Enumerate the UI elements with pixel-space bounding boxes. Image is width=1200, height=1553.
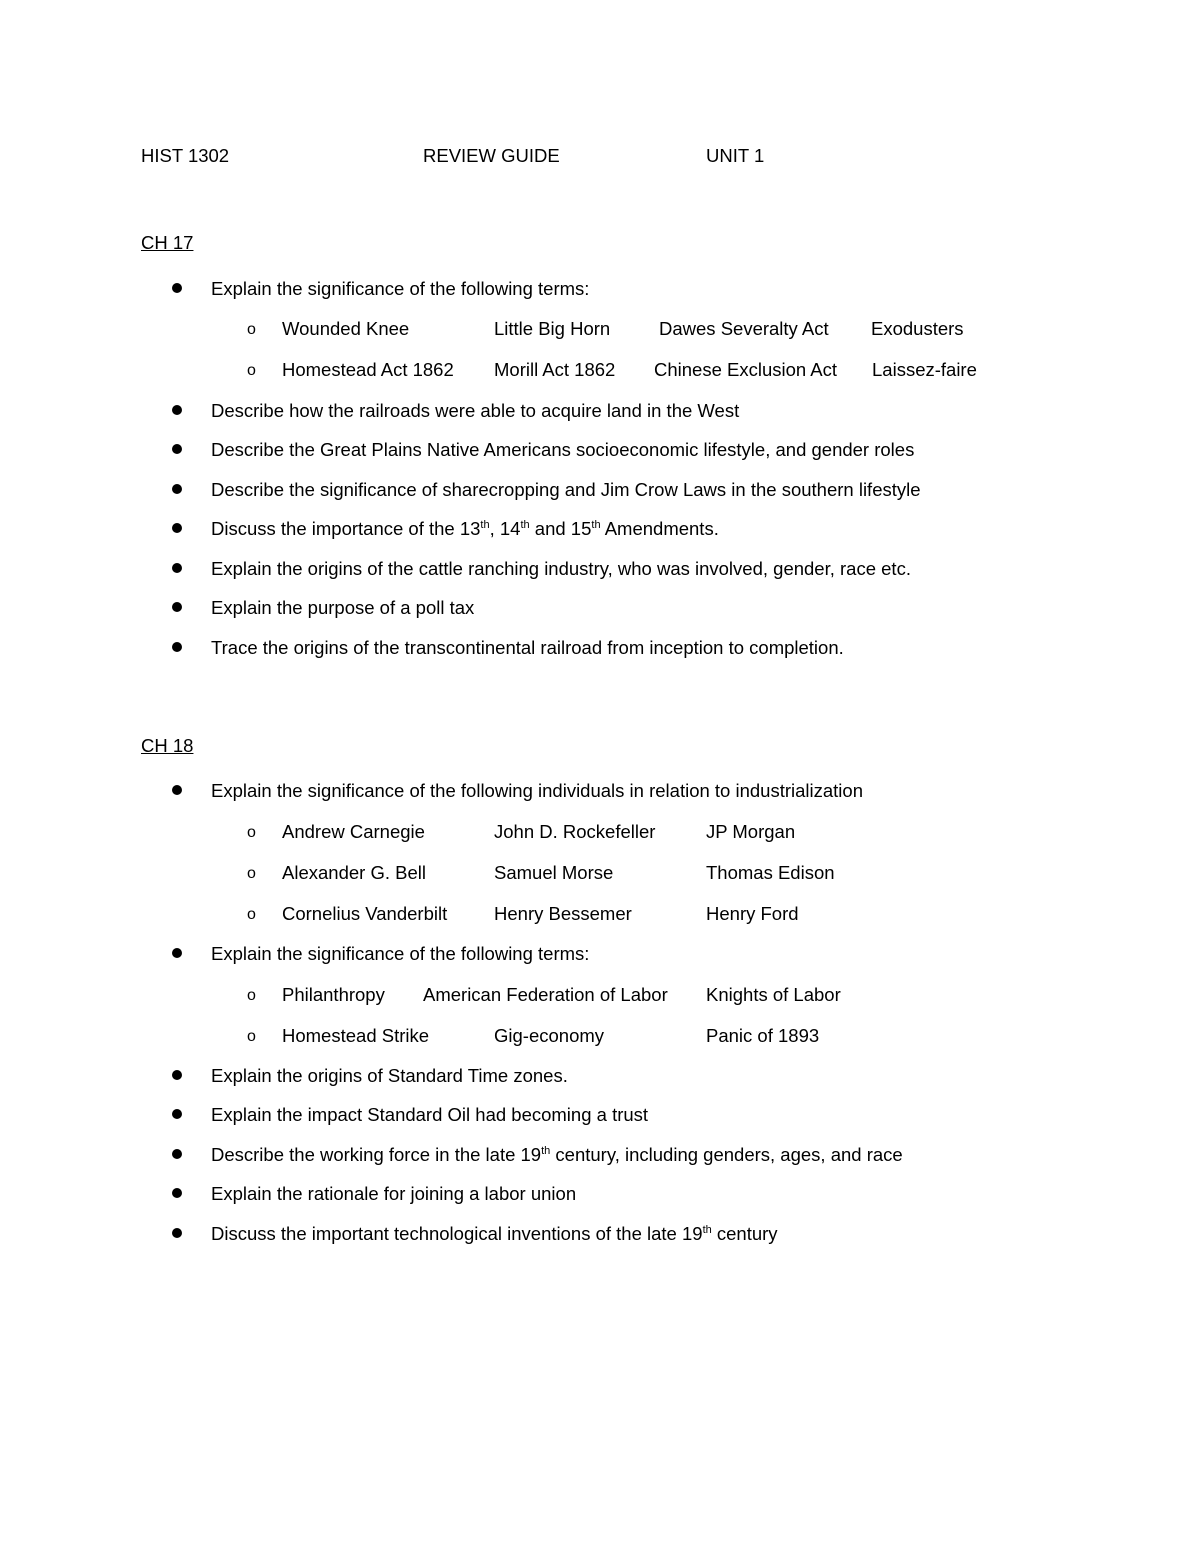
- term-homestead-act: Homestead Act 1862: [282, 359, 454, 380]
- bullet-icon: [172, 642, 182, 652]
- ch17-terms-intro: Explain the significance of the following terms:: [211, 278, 590, 299]
- term-little-big-horn: Little Big Horn: [494, 318, 611, 339]
- person-carnegie: Andrew Carnegie: [282, 821, 425, 842]
- term-morill-act: Morill Act 1862: [494, 359, 616, 380]
- person-vanderbilt: Cornelius Vanderbilt: [282, 903, 448, 924]
- term-panic-1893: Panic of 1893: [706, 1025, 820, 1046]
- bullet-icon: [172, 1228, 182, 1238]
- bullet-icon: [172, 1070, 182, 1080]
- term-homestead-strike: Homestead Strike: [282, 1025, 430, 1046]
- person-bell: Alexander G. Bell: [282, 862, 426, 883]
- q-sharecropping: Describe the significance of sharecropping and Jim Crow Laws in the southern lifestyle: [211, 479, 921, 500]
- term-afl: American Federation of Labor: [423, 984, 668, 1005]
- person-morgan: JP Morgan: [706, 821, 796, 842]
- sub-bullet-icon: o: [247, 906, 256, 923]
- sub-bullet-icon: o: [247, 362, 256, 379]
- term-philanthropy: Philanthropy: [282, 984, 385, 1005]
- q-time-zones: Explain the origins of Standard Time zones.: [211, 1065, 568, 1086]
- term-chinese-exclusion: Chinese Exclusion Act: [654, 359, 838, 380]
- document-title: REVIEW GUIDE: [423, 145, 560, 166]
- bullet-icon: [172, 1149, 182, 1159]
- person-edison: Thomas Edison: [706, 862, 835, 883]
- bullet-icon: [172, 484, 182, 494]
- q-poll-tax: Explain the purpose of a poll tax: [211, 597, 475, 618]
- term-gig-economy: Gig-economy: [494, 1025, 605, 1046]
- person-morse: Samuel Morse: [494, 862, 614, 883]
- ch18-individuals-intro: Explain the significance of the following individuals in relation to industrialization: [211, 780, 863, 801]
- q-inventions: Discuss the important technological inventions of the late 19th century: [211, 1223, 778, 1244]
- q-transcontinental: Trace the origins of the transcontinental railroad from inception to completion.: [211, 637, 844, 658]
- bullet-icon: [172, 523, 182, 533]
- person-ford: Henry Ford: [706, 903, 799, 924]
- bullet-icon: [172, 785, 182, 795]
- q-amendments: Discuss the importance of the 13th, 14th and 15th Amendments.: [211, 518, 719, 539]
- bullet-icon: [172, 1109, 182, 1119]
- sub-bullet-icon: o: [247, 865, 256, 882]
- q-cattle-ranching: Explain the origins of the cattle ranching industry, who was involved, gender, race etc.: [211, 558, 911, 579]
- sub-bullet-icon: o: [247, 321, 256, 338]
- ch17-heading: CH 17: [141, 232, 194, 253]
- unit-label: UNIT 1: [706, 145, 765, 166]
- q-working-force: Describe the working force in the late 19th century, including genders, ages, and race: [211, 1144, 903, 1165]
- person-rockefeller: John D. Rockefeller: [494, 821, 656, 842]
- q-standard-oil: Explain the impact Standard Oil had becoming a trust: [211, 1104, 649, 1125]
- bullet-icon: [172, 283, 182, 293]
- bullet-icon: [172, 1188, 182, 1198]
- term-dawes-act: Dawes Severalty Act: [659, 318, 829, 339]
- sub-bullet-icon: o: [247, 824, 256, 841]
- bullet-icon: [172, 444, 182, 454]
- bullet-icon: [172, 563, 182, 573]
- bullet-icon: [172, 405, 182, 415]
- term-exodusters: Exodusters: [871, 318, 964, 339]
- bullet-icon: [172, 602, 182, 612]
- person-bessemer: Henry Bessemer: [494, 903, 632, 924]
- term-laissez-faire: Laissez-faire: [872, 359, 977, 380]
- term-knights-of-labor: Knights of Labor: [706, 984, 841, 1005]
- course-code: HIST 1302: [141, 145, 230, 166]
- ch18-heading: CH 18: [141, 735, 194, 756]
- q-railroads: Describe how the railroads were able to acquire land in the West: [211, 400, 740, 421]
- q-labor-union: Explain the rationale for joining a labor union: [211, 1183, 577, 1204]
- bullet-icon: [172, 948, 182, 958]
- ch18-terms-intro: Explain the significance of the following terms:: [211, 943, 590, 964]
- sub-bullet-icon: o: [247, 1028, 256, 1045]
- q-great-plains: Describe the Great Plains Native Americans socioeconomic lifestyle, and gender roles: [211, 439, 915, 460]
- sub-bullet-icon: o: [247, 987, 256, 1004]
- term-wounded-knee: Wounded Knee: [282, 318, 410, 339]
